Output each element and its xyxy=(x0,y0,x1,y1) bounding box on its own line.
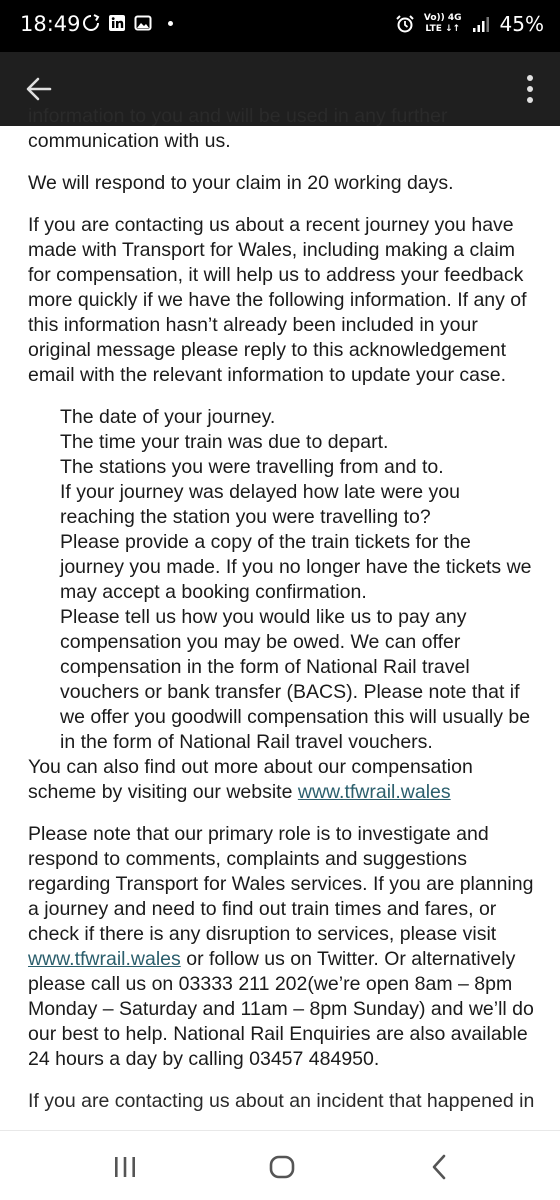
email-text xyxy=(28,104,538,1131)
information-list xyxy=(60,405,538,755)
gallery-icon xyxy=(134,14,152,32)
partial-line-bottom: If you are contacting us about an incident that happened in xyxy=(28,1090,535,1112)
status-right xyxy=(396,12,544,36)
list-item: If your journey was delayed how late were you reaching the station you were travelling to? xyxy=(60,481,460,528)
status-bar xyxy=(0,0,560,52)
home-icon[interactable] xyxy=(262,1147,302,1187)
list-item: The date of your journey. xyxy=(60,406,276,428)
signal-icon xyxy=(472,15,490,33)
email-body xyxy=(0,105,560,1130)
nav-back-icon[interactable] xyxy=(420,1147,460,1187)
paragraph-primary-role xyxy=(28,822,538,1072)
website-link[interactable]: www.tfwrail.wales xyxy=(297,781,451,803)
alarm-icon xyxy=(396,15,414,33)
paragraph-response-time: We will respond to your claim in 20 working days. xyxy=(28,172,454,194)
recent-apps-icon[interactable] xyxy=(105,1147,145,1187)
status-time: 18:49 xyxy=(20,12,81,36)
website-link[interactable]: www.tfwrail.wales xyxy=(28,948,181,970)
linkedin-icon xyxy=(108,14,126,32)
primary-role-text-continued: or follow us on Twitter. Or alternatively please call us on 03333 211 202(we’re open 8am – 8pm Monday – Saturday and 11am – 8pm Sunday) and we’ll do our best to help. National Rail Enquiries are also available 24 hours a day by calling 03457 484950. xyxy=(28,948,534,1070)
partial-line-top: information to you and will be used in any further xyxy=(28,105,448,127)
compensation-scheme-text: You can also find out more about our compensation scheme by visiting our website xyxy=(28,756,473,803)
paragraph-1: communication with us. xyxy=(28,130,231,152)
more-vertical-icon[interactable] xyxy=(522,70,538,108)
sync-icon xyxy=(82,14,100,32)
dot-icon xyxy=(168,21,173,26)
list-item: The stations you were travelling from and to. xyxy=(60,456,444,478)
arrow-left-icon[interactable] xyxy=(22,72,56,106)
notification-icons xyxy=(82,14,173,32)
network-top-label: Vo)) 4G xyxy=(423,13,462,23)
paragraph-compensation-scheme xyxy=(28,755,538,805)
paragraph-information: If you are contacting us about a recent journey you have made with Transport for Wales, including making a claim for compensation, it will help us to address your feedback more quickly if we have the following information. If any of this information hasn’t already been included in your original message please reply to this acknowledgement email with the relevant information to update your case. xyxy=(28,214,527,386)
battery-level: 45% xyxy=(499,12,544,36)
list-item: The time your train was due to depart. xyxy=(60,431,389,453)
list-item: Please provide a copy of the train tickets for the journey you made. If you no longer have the tickets we may accept a booking confirmation. xyxy=(60,531,532,603)
network-indicator xyxy=(424,14,462,34)
primary-role-text: Please note that our primary role is to investigate and respond to comments, complaints and suggestions regarding Transport for Wales services. If you are planning a journey and need to find out train times and fares, or check if there is any disruption to services, please visit xyxy=(28,823,534,945)
network-bottom-label: LTE ↓↑ xyxy=(425,24,461,34)
navigation-bar xyxy=(0,1130,560,1200)
list-item: Please tell us how you would like us to pay any compensation you may be owed. We can offer compensation in the form of National Rail travel vouchers or bank transfer (BACS). Please note that if we offer you goodwill compensation this will usually be in the form of National Rail travel vouchers. xyxy=(60,606,531,753)
